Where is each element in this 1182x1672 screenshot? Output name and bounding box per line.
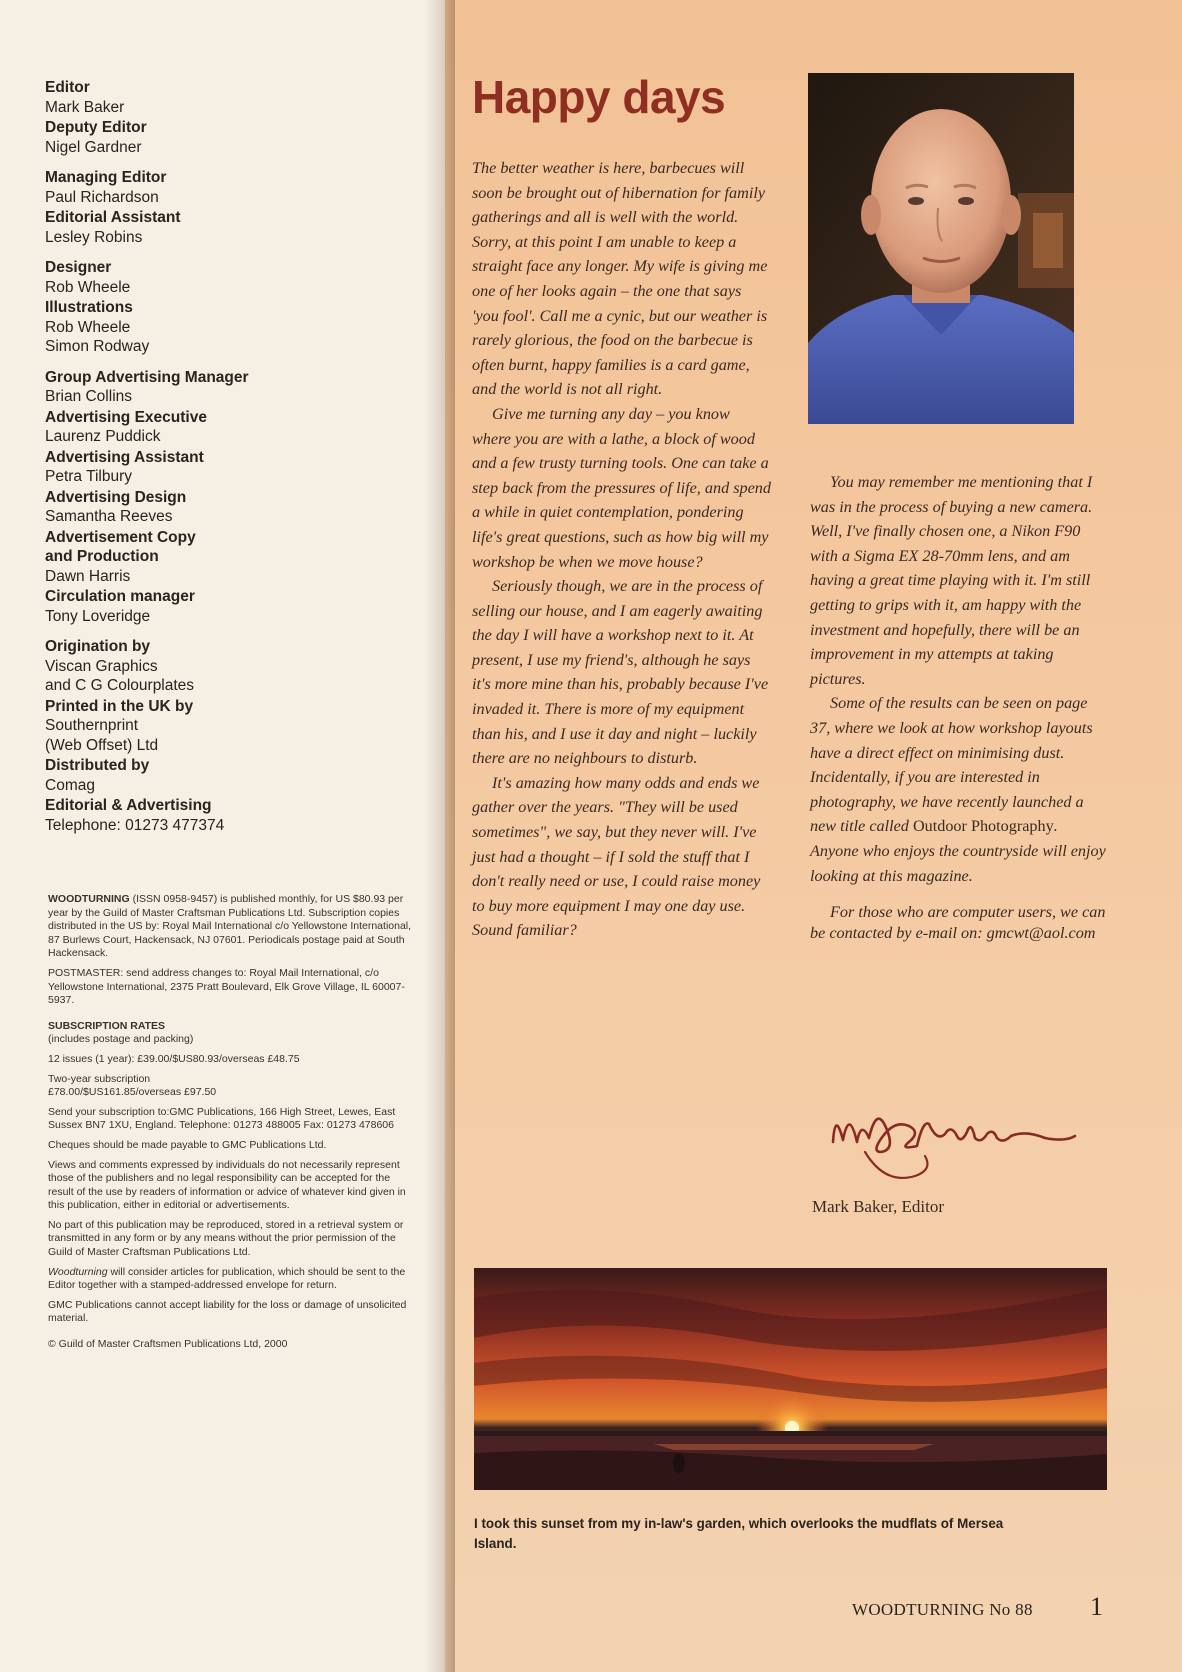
masthead-name: Samantha Reeves	[45, 508, 173, 525]
woodturning-notice: WOODTURNING (ISSN 0958-9457) is published monthly, for US $80.93 per year by the Guild of Master Craftsman Publications Ltd. Subscription copies distributed in the US by: Royal Mail International c/o Yellowstone International, 87 Burlews Court, Hackensack, NJ 07601. Periodicals postage paid at South Hackensack.	[48, 893, 412, 960]
masthead-group	[45, 258, 425, 297]
masthead-name: Dawn Harris	[45, 567, 131, 585]
masthead-role: Printed in the UK by	[45, 697, 194, 715]
paragraph-3: Seriously though, we are in the process of selling our house, and I am eagerly awaiting the day I will have a workshop next to it. At present, I use my friend's, although he says it's more mine than his, probably because I've invaded it. There is more of my equipment than his, and I use it day and night – luckily there are no neighbours to disturb.	[472, 577, 769, 768]
masthead-role: Illustrations	[45, 299, 133, 316]
masthead-role: Circulation manager	[45, 588, 195, 605]
cheques-notice: Cheques should be made payable to GMC Publications Ltd.	[48, 1138, 327, 1151]
subscription-rate-12: 12 issues (1 year): £39.00/$US80.93/overseas £48.75	[48, 1052, 300, 1065]
contact-paragraph: For those who are computer users, we can be contacted by e-mail on: gmcwt@aol.com	[810, 903, 1106, 943]
liability-notice: GMC Publications cannot accept liability for the loss or damage of unsolicited material.	[48, 1298, 407, 1325]
subscription-address: Send your subscription to:GMC Publications, 166 High Street, Lewes, East Sussex BN7 1XU, England. Telephone: 01273 488005 Fax: 01273 478606	[48, 1105, 396, 1132]
masthead-role: Group Advertising Manager	[45, 368, 249, 386]
article-column-1	[472, 156, 772, 943]
sunset-photo	[474, 1268, 1107, 1490]
paragraph-6: Some of the results can be seen on page 37, where we look at how workshop layouts have a direct effect on minimising dust. Incidentally, if you are interested in photography, we have recently launched a new title called Outdoor Photography. Anyone who enjoys the countryside will enjoy looking at this magazine.	[810, 694, 1106, 885]
masthead-group	[45, 408, 425, 447]
masthead-role: Managing Editor	[45, 169, 167, 186]
masthead-name: Tony Loveridge	[45, 607, 151, 625]
masthead-group	[45, 368, 425, 407]
masthead-name: (Web Offset) Ltd	[45, 736, 159, 754]
masthead-group	[45, 208, 425, 247]
page-number: 1	[1090, 1592, 1103, 1621]
masthead-name: Paul Richardson	[45, 188, 159, 206]
paragraph-1: The better weather is here, barbecues will soon be brought out of hibernation for family gatherings and all is well with the world. Sorry, at this point I am unable to keep a straight face any longer. My wife is giving me one of her looks again – the one that says 'you fool'. Call me a cynic, but our weather is rarely glorious, the food on the barbecue is often burnt, happy families is a card game, and the world is not all right.	[472, 159, 768, 399]
articles-notice: Woodturning will consider articles for publication, which should be sent to the Editor together with a stamped-addressed envelope for return.	[48, 1265, 406, 1292]
masthead-name: Telephone: 01273 477374	[45, 816, 225, 834]
legal-notices	[48, 893, 418, 1358]
masthead-role: Editorial Assistant	[45, 209, 181, 226]
masthead-name: Rob Wheele	[45, 278, 131, 296]
subscription-heading: SUBSCRIPTION RATES (includes postage and packing)	[48, 1019, 194, 1046]
masthead-group	[45, 168, 425, 207]
masthead-name: Petra Tilbury	[45, 468, 133, 485]
footer-magazine-issue: WOODTURNING No 88	[852, 1600, 1033, 1619]
paragraph-5: You may remember me mentioning that I was in the process of buying a new camera. Well, I've finally chosen one, a Nikon F90 with a Sigma EX 28-70mm lens, and am having a great time playing with it. I'm still getting to grips with it, am happy with the investment and hopefully, there will be an improvement in my attempts at taking pictures.	[810, 473, 1093, 688]
reproduction-notice: No part of this publication may be reproduced, stored in a retrieval system or transmitted in any form or by any means without the prior permission of the Guild of Master Craftsman Publications Ltd.	[48, 1218, 404, 1259]
masthead-group	[45, 78, 425, 117]
masthead-name: Viscan Graphics	[45, 657, 158, 675]
masthead-name: Laurenz Puddick	[45, 428, 161, 445]
signature-name: Mark Baker, Editor	[812, 1197, 944, 1216]
masthead-role: Origination by	[45, 638, 151, 655]
article-column-2	[810, 470, 1110, 944]
masthead-name: Lesley Robins	[45, 228, 143, 246]
masthead-group	[45, 637, 425, 696]
masthead-name: Simon Rodway	[45, 338, 150, 355]
paragraph-2: Give me turning any day – you know where you are with a lathe, a block of wood and a few trusty turning tools. One can take a step back from the pressures of life, and spend a while in quiet contemplation, pondering life's great questions, such as how big will my workshop be when we move house?	[472, 404, 771, 571]
masthead-role: Editorial & Advertising	[45, 797, 212, 814]
masthead-group	[45, 488, 425, 527]
editor-portrait-photo	[808, 73, 1074, 424]
copyright-notice: © Guild of Master Craftsmen Publications Ltd, 2000	[48, 1338, 288, 1351]
postmaster-notice: POSTMASTER: send address changes to: Royal Mail International, c/o Yellowstone International, 2375 Pratt Boulevard, Elk Grove Village, IL 60007-5937.	[48, 966, 405, 1007]
masthead-role: Advertising Assistant	[45, 448, 204, 466]
masthead-name: Comag	[45, 776, 95, 794]
photo-caption: I took this sunset from my in-law's garden, which overlooks the mudflats of Mersea Island.	[474, 1516, 1004, 1551]
masthead-group	[45, 697, 425, 756]
masthead-group	[45, 118, 425, 157]
paragraph-4: It's amazing how many odds and ends we gather over the years. "They will be used sometimes", we say, but they never will. I've just had a thought – if I sold the stuff that I don't really need or use, I could raise money to buy more equipment I may one day use. Sound familiar?	[472, 773, 761, 940]
subscription-rate-2yr: Two-year subscription £78.00/$US161.85/overseas £97.50	[48, 1072, 217, 1099]
masthead-role: Deputy Editor	[45, 119, 147, 136]
masthead-role: Designer	[45, 259, 112, 276]
outdoor-photography-title: Outdoor Photography	[912, 817, 1054, 836]
masthead-credits	[45, 78, 425, 846]
masthead-group	[45, 448, 425, 487]
masthead-role: Editor	[45, 79, 90, 96]
masthead-role: Advertising Design	[45, 488, 187, 506]
masthead-role: Distributed by	[45, 757, 150, 774]
masthead-name: Nigel Gardner	[45, 138, 142, 156]
masthead-name: Mark Baker	[45, 98, 125, 116]
masthead-group	[45, 298, 425, 357]
masthead-role: Advertising Executive	[45, 408, 207, 426]
masthead-name: and C G Colourplates	[45, 677, 195, 694]
masthead-group	[45, 528, 425, 587]
masthead-name: Rob Wheele	[45, 318, 131, 336]
page-fold-shadow	[425, 0, 455, 1672]
masthead-name: Brian Collins	[45, 388, 133, 405]
editor-signature	[825, 1080, 1100, 1190]
masthead-group	[45, 796, 425, 835]
masthead-name: Southernprint	[45, 717, 139, 734]
masthead-role: Advertisement Copy and Production	[45, 528, 196, 565]
views-disclaimer: Views and comments expressed by individuals do not necessarily represent those of the publishers and no legal responsibility can be accepted for the result of the use by readers of information or advice of whatever kind given in this publication, either in editorial or advertisements.	[48, 1158, 406, 1212]
masthead-group	[45, 587, 425, 626]
article-title: Happy days	[472, 71, 726, 123]
masthead-group	[45, 756, 425, 795]
